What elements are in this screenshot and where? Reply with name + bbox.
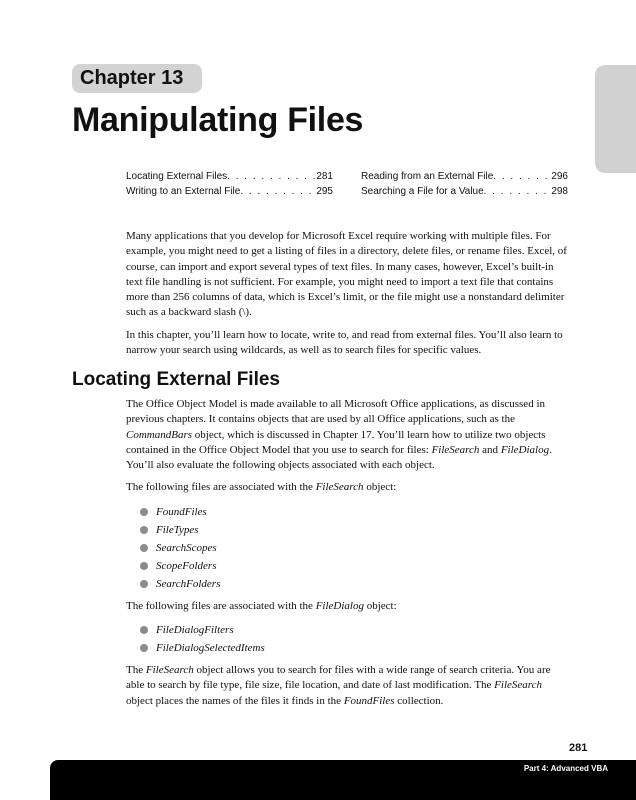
bullet-icon: [140, 562, 148, 570]
dot-leader: [227, 169, 316, 184]
chapter-contents: [126, 169, 568, 199]
list-item: [140, 521, 568, 539]
text-run: . You’ll also evaluate the following objects associated with each object.: [126, 443, 552, 472]
text-run: object allows you to search for files with a wide range of search criteria. You are able to search by file type, file size, file location, and date of last modification. The: [126, 664, 551, 692]
contents-entry-page: 281: [316, 171, 333, 182]
contents-entry-label: Reading from an External File: [361, 171, 494, 182]
contents-entry-label: Writing to an External File: [126, 186, 241, 197]
bullet-icon: [140, 644, 148, 652]
contents-entry[interactable]: [361, 184, 568, 199]
list-item: [140, 557, 568, 575]
text-run: object, which is discussed in Chapter 17. You’ll learn how to utilize two objects contained in the Office Object Model that you use to search for files:: [126, 428, 546, 456]
text-run: and: [479, 443, 501, 456]
chapter-label: Chapter 13: [72, 64, 202, 93]
list-item-text: FoundFiles: [156, 505, 207, 518]
contents-entry[interactable]: [126, 169, 333, 184]
contents-column-right: [361, 169, 568, 199]
dot-leader: [240, 184, 316, 199]
list-item: [140, 503, 568, 521]
contents-entry-label: Searching a File for a Value: [361, 186, 484, 197]
list-item: [140, 575, 568, 593]
list-item-text: FileDialogFilters: [156, 624, 234, 637]
dot-leader: [493, 169, 551, 184]
list-item: [140, 539, 568, 557]
object-name: FileSearch: [494, 679, 543, 692]
contents-entry[interactable]: [126, 184, 333, 199]
text-run: object:: [363, 481, 397, 494]
chapter-title: Manipulating Files: [72, 101, 364, 139]
object-name: FileSearch: [145, 664, 194, 677]
list-item-text: ScopeFolders: [156, 559, 217, 572]
intro-paragraph-2: In this chapter, you’ll learn how to locate, write to, and read from external files. You’ll also learn to narrow your search using wildcards, as well as to search files for specific values.: [126, 328, 563, 357]
bullet-icon: [140, 508, 148, 516]
contents-gutter: [333, 169, 361, 199]
intro-text: [126, 229, 568, 365]
list-item-text: SearchScopes: [156, 541, 217, 554]
list-item-text: SearchFolders: [156, 577, 221, 590]
list-item: [140, 639, 568, 657]
text-run: The following files are associated with the: [126, 599, 316, 612]
text-run: object places the names of the files it finds in the: [126, 694, 344, 707]
page-number: 281: [569, 742, 588, 754]
bullet-icon: [140, 544, 148, 552]
list-item-text: FileDialogSelectedItems: [156, 642, 265, 655]
text-run: object:: [363, 599, 397, 612]
contents-entry-page: 295: [316, 186, 333, 197]
contents-column-left: [126, 169, 333, 199]
list-item: [140, 621, 568, 639]
contents-entry[interactable]: [361, 169, 568, 184]
section-paragraph-3: [126, 599, 568, 614]
section-paragraph-2: [126, 480, 568, 495]
object-name: CommandBars: [126, 428, 193, 441]
filesearch-object-list: [126, 503, 568, 593]
list-item-text: FileTypes: [156, 523, 199, 536]
object-name: FileSearch: [431, 443, 480, 456]
filedialog-object-list: [126, 621, 568, 657]
side-thumb-tab: [595, 65, 636, 173]
section-paragraph-4: [126, 663, 568, 709]
footer-bar: [50, 760, 636, 800]
object-name: FoundFiles: [343, 694, 395, 707]
contents-entry-page: 298: [551, 186, 568, 197]
section-body: [126, 397, 568, 716]
object-name: FileDialog: [315, 599, 364, 612]
section-paragraph-1: [126, 397, 568, 473]
dot-leader: [484, 184, 552, 199]
object-name: FileSearch: [315, 481, 364, 494]
object-name: FileDialog: [500, 443, 550, 456]
intro-paragraph-1: Many applications that you develop for Microsoft Excel require working with multiple files. For example, you might need to get a listing of files in a directory, delete files, or rename files. Excel, of course, can import and export several types of text files. In many cases, however, Excel’s built-in text file handling is not sufficient. For example, you might need to import a text file that contains more than 256 columns of data, which is Excel’s limit, or the file might use a nonstandard delimiter such as a backward slash (\).: [126, 230, 567, 319]
text-run: The Office Object Model is made available to all Microsoft Office applications, as discussed in previous chapters. It contains objects that are used by all Office applications, such as the: [126, 398, 545, 426]
contents-entry-label: Locating External Files: [126, 171, 228, 182]
part-label: Part 4: Advanced VBA: [523, 764, 608, 773]
bullet-icon: [140, 526, 148, 534]
bullet-icon: [140, 626, 148, 634]
contents-entry-page: 296: [551, 171, 568, 182]
text-run: The: [126, 664, 146, 677]
section-heading: Locating External Files: [72, 369, 280, 390]
text-run: collection.: [394, 694, 444, 707]
bullet-icon: [140, 580, 148, 588]
text-run: The following files are associated with the: [126, 481, 316, 494]
